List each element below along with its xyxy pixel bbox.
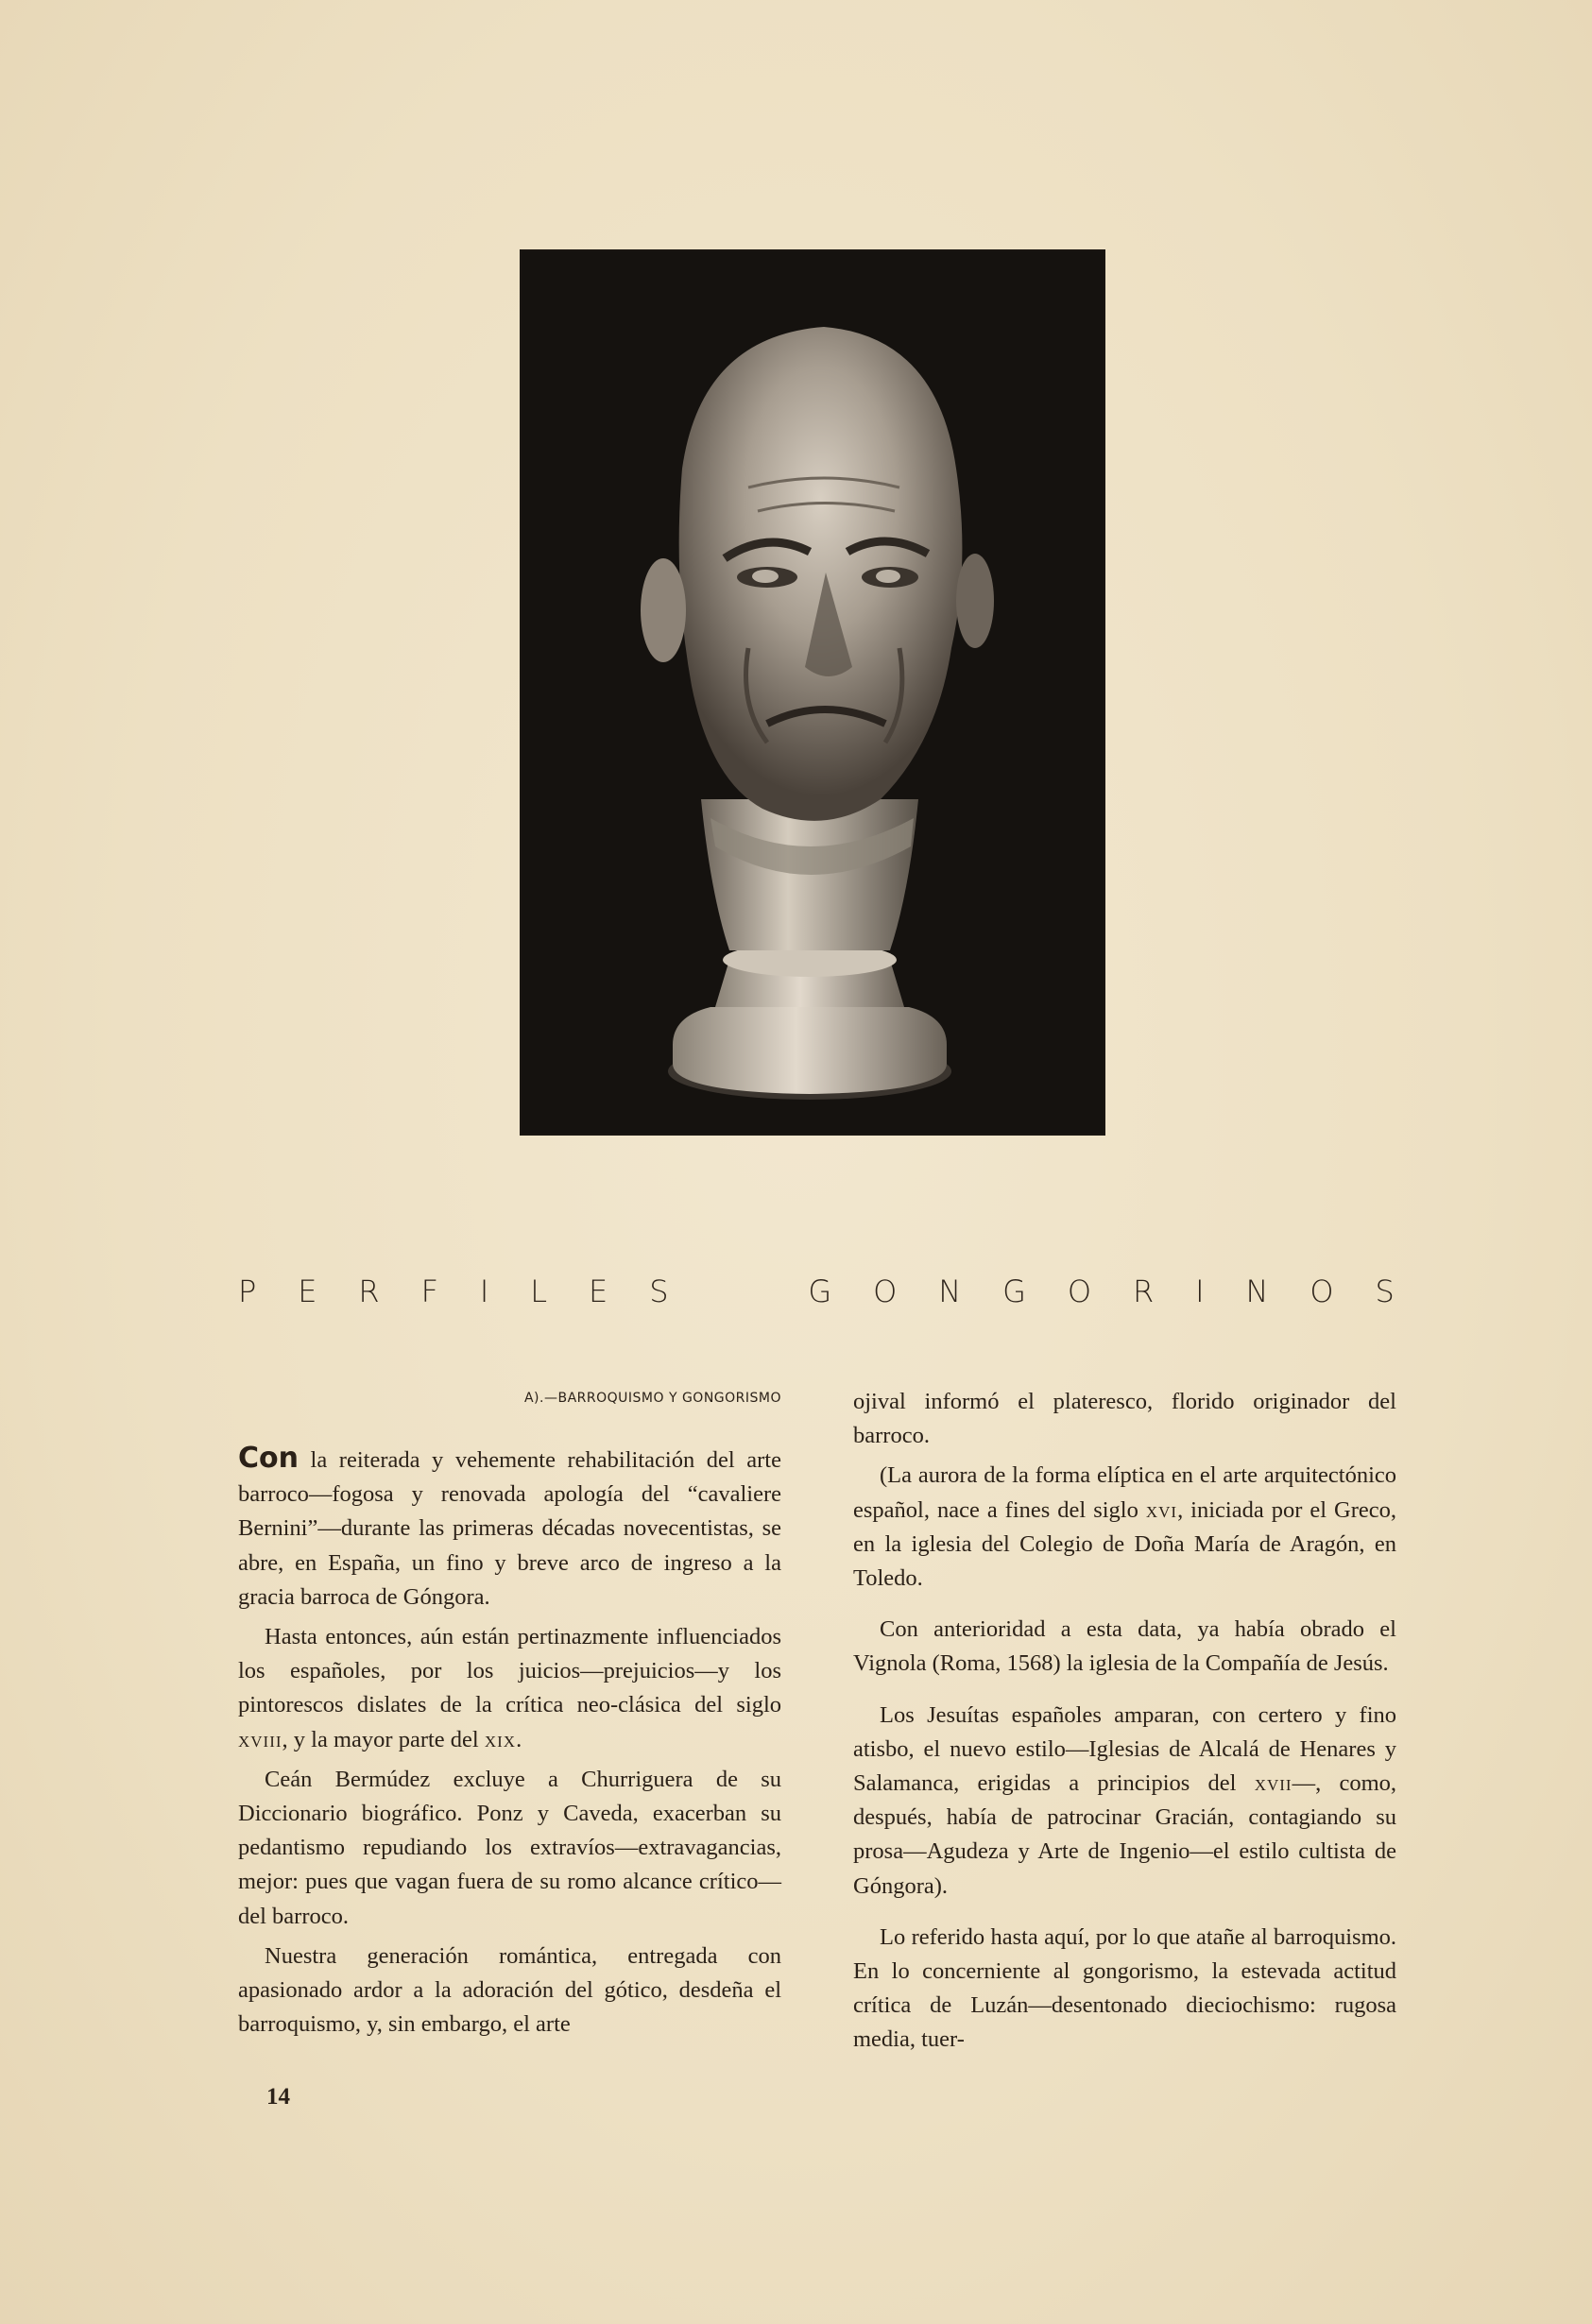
paragraph-spacer bbox=[853, 1687, 1396, 1699]
title-letter: S bbox=[1375, 1273, 1395, 1309]
page-number: 14 bbox=[266, 2084, 290, 2110]
title-letter: E bbox=[298, 1273, 317, 1309]
paragraph-text: , iniciada por el Greco, en la iglesia del Colegio de Doña María de Aragón, en Toledo. bbox=[853, 1496, 1396, 1592]
paragraph-text: la reiterada y vehemente rehabilitación del arte barroco—fogosa y renovada apología del “cavaliere Bernini”—durante las primeras décadas novecentistas, se abre, en España, un fino y breve arco de ingreso a la gracia barroca de Góngora. bbox=[238, 1447, 781, 1610]
century-numeral: xix bbox=[484, 1726, 517, 1752]
title-letter: R bbox=[358, 1273, 380, 1309]
title-letter: G bbox=[808, 1273, 832, 1309]
paragraph-continued: ojival informó el plateresco, florido originador del barroco. bbox=[853, 1389, 1396, 1449]
paragraph-7 bbox=[853, 1699, 1396, 1904]
title-letter: G bbox=[1002, 1273, 1026, 1309]
article-title bbox=[238, 1268, 1395, 1315]
century-numeral: xviii bbox=[238, 1726, 282, 1752]
title-letter: O bbox=[1310, 1273, 1334, 1309]
title-letter: L bbox=[530, 1273, 548, 1309]
title-letter: N bbox=[1245, 1273, 1269, 1309]
title-letter: F bbox=[420, 1273, 438, 1309]
title-letter: I bbox=[1195, 1273, 1205, 1309]
paragraph-text: , y la mayor parte del bbox=[282, 1726, 485, 1752]
paragraph-text: Los Jesuítas españoles amparan, con certero y fino atisbo, el nuevo estilo—Iglesias de Alcalá de Henares y Salamanca, erigidas a principios del bbox=[853, 1701, 1396, 1797]
drop-cap: Con bbox=[238, 1442, 299, 1475]
paragraph-1 bbox=[238, 1442, 781, 1615]
section-heading: A).—BARROQUISMO Y GONGORISMO bbox=[523, 1391, 781, 1406]
title-letter: O bbox=[873, 1273, 898, 1309]
paragraph-8: Lo referido hasta aquí, por lo que atañe al barroquismo. En lo concerniente al gongorismo, la estevada actitud crítica de Luzán—desentonado dieciochismo: rugosa media, tuer- bbox=[853, 1923, 1396, 2053]
paragraph-2 bbox=[238, 1620, 781, 1757]
paragraph-5 bbox=[853, 1459, 1396, 1596]
title-letter: S bbox=[649, 1273, 669, 1309]
paragraph-text: Hasta entonces, aún están pertinazmente influenciados los españoles, por los juicios—prejuicios—y los pintorescos dislates de la crítica neo-clásica del siglo bbox=[238, 1624, 781, 1718]
paragraph-text: (La aurora de la forma elíptica en el arte arquitectónico español, nace a fines del siglo bbox=[853, 1462, 1396, 1523]
paragraph-text: —, como, después, había de patrocinar Gracián, contagiando su prosa—Agudeza y Arte de Ingenio—el estilo cultista de Góngora). bbox=[853, 1770, 1396, 1899]
title-letter: R bbox=[1132, 1273, 1155, 1309]
bust-image bbox=[522, 251, 1104, 1134]
paragraph-4: Nuestra generación romántica, entregada con apasionado ardor a la adoración del gótico, desdeña el barroquismo, y, sin embargo, el arte bbox=[238, 1942, 781, 2038]
century-numeral: xvi bbox=[1145, 1496, 1178, 1523]
title-letter: P bbox=[238, 1273, 257, 1309]
century-numeral: xvii bbox=[1254, 1770, 1292, 1797]
paragraph-6: Con anterioridad a esta data, ya había obrado el Vignola (Roma, 1568) la iglesia de la Compañía de Jesús. bbox=[853, 1616, 1396, 1677]
left-column bbox=[238, 1379, 781, 2047]
paragraph-spacer bbox=[853, 1601, 1396, 1613]
title-letter: N bbox=[938, 1273, 962, 1309]
title-letter: I bbox=[479, 1273, 489, 1309]
bust-photograph bbox=[522, 251, 1104, 1134]
paragraph-spacer bbox=[853, 1909, 1396, 1921]
title-letter: E bbox=[589, 1273, 608, 1309]
title-letter: O bbox=[1067, 1273, 1092, 1309]
paragraph-3: Ceán Bermúdez excluye a Churriguera de su Diccionario biográfico. Ponz y Caveda, exacerban su pedantismo repudiando los extravíos—extravagancias, mejor: pues que vagan fuera de su romo alcance crítico—del barroco. bbox=[238, 1766, 781, 1929]
right-column bbox=[853, 1385, 1396, 2063]
paragraph-text: . bbox=[516, 1726, 522, 1752]
